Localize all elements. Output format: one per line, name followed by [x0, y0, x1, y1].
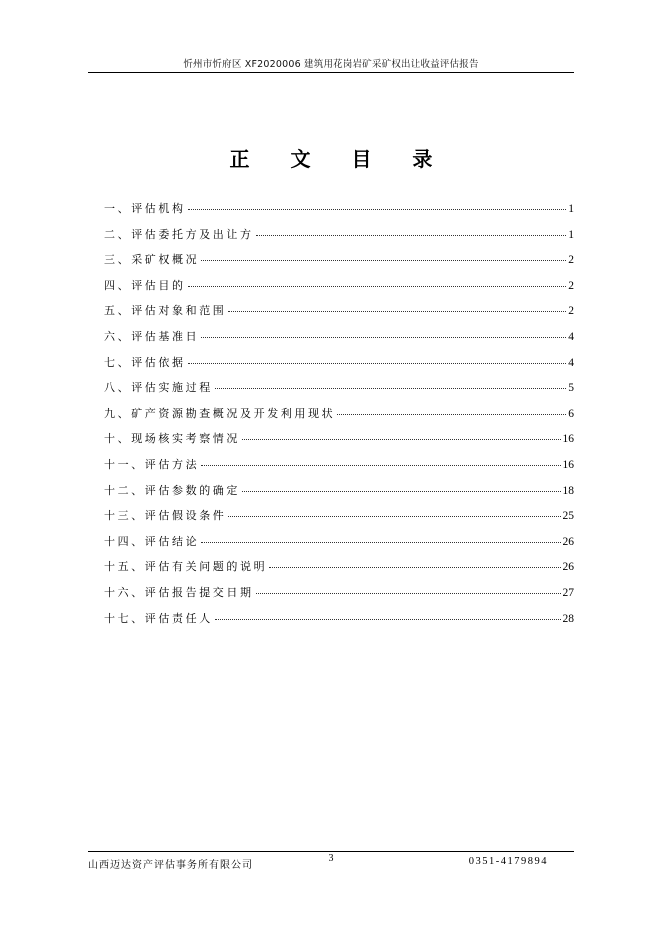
toc-entry[interactable]: [104, 610, 574, 636]
toc-entry[interactable]: [104, 507, 574, 533]
toc-entry[interactable]: [104, 558, 574, 584]
toc-entry-page: 2: [568, 279, 574, 292]
toc-entry-page: 5: [568, 382, 574, 395]
footer-page-number: 3: [328, 853, 334, 864]
toc-entry-page: 28: [562, 612, 574, 625]
toc-leader-dots: [337, 414, 566, 415]
toc-entry-label: 十一、评估方法: [104, 457, 200, 471]
toc-entry-page: 2: [568, 254, 574, 267]
toc-entry-label: 五、评估对象和范围: [104, 304, 227, 318]
page-title: 正 文 目 录: [229, 147, 450, 171]
toc-entry-label: 六、评估基准日: [104, 329, 200, 343]
toc-leader-dots: [228, 311, 566, 312]
toc-entry-label: 十七、评估责任人: [104, 611, 213, 625]
footer-company-name: 山西迈达资产评估事务所有限公司: [88, 860, 253, 871]
toc-entry-label: 十、现场核实考察情况: [104, 432, 240, 446]
toc-entry-page: 16: [562, 458, 574, 471]
toc-entry[interactable]: [104, 251, 574, 277]
toc-entry[interactable]: [104, 482, 574, 508]
toc-leader-dots: [228, 516, 560, 517]
toc-entry-label: 九、矿产资源勘查概况及开发利用现状: [104, 406, 336, 420]
toc-entry[interactable]: [104, 379, 574, 405]
toc-leader-dots: [269, 567, 560, 568]
report-header-title: 忻州市忻府区 XF2020006 建筑用花岗岩矿采矿权出让收益评估报告: [183, 59, 479, 70]
toc-entry-page: 6: [568, 407, 574, 420]
toc-leader-dots: [188, 363, 567, 364]
toc-entry-label: 一、评估机构: [104, 202, 186, 215]
toc-entry-label: 十五、评估有关问题的说明: [104, 560, 268, 574]
toc-entry[interactable]: [104, 200, 574, 226]
toc-entry-page: 26: [562, 535, 574, 548]
toc-leader-dots: [215, 388, 566, 389]
toc-entry-page: 4: [568, 330, 574, 343]
toc-entry-page: 1: [568, 228, 574, 241]
toc-entry[interactable]: [104, 430, 574, 456]
toc-leader-dots: [188, 286, 567, 287]
toc-leader-dots: [256, 593, 561, 594]
toc-entry-label: 十四、评估结论: [104, 534, 200, 548]
toc-entry[interactable]: [104, 328, 574, 354]
toc-entry-page: 18: [562, 484, 574, 497]
toc-leader-dots: [188, 209, 567, 210]
footer-phone-number: 0351-4179894: [468, 856, 548, 867]
toc-entry[interactable]: [104, 584, 574, 610]
toc-entry-page: 25: [562, 510, 574, 523]
toc-leader-dots: [242, 491, 561, 492]
toc-entry-label: 三、采矿权概况: [104, 253, 200, 267]
toc-entry-label: 七、评估依据: [104, 355, 186, 369]
toc-entry[interactable]: [104, 277, 574, 303]
toc-entry-page: 27: [562, 586, 574, 599]
toc-leader-dots: [242, 439, 561, 440]
toc-entry[interactable]: [104, 456, 574, 482]
toc-entry-page: 2: [568, 305, 574, 318]
toc-leader-dots: [201, 465, 560, 466]
footer-divider: [88, 851, 574, 852]
toc-entry-label: 四、评估目的: [104, 278, 186, 292]
toc-entry-label: 二、评估委托方及出让方: [104, 227, 254, 241]
toc-entry[interactable]: [104, 533, 574, 559]
toc-leader-dots: [256, 235, 567, 236]
toc-entry-page: 26: [562, 561, 574, 574]
toc-entry-label: 十六、评估报告提交日期: [104, 585, 254, 599]
toc-leader-dots: [201, 260, 566, 261]
toc-entry-page: 16: [562, 433, 574, 446]
toc-entry[interactable]: [104, 226, 574, 252]
toc-entry[interactable]: [104, 354, 574, 380]
toc-entry-label: 十二、评估参数的确定: [104, 483, 240, 497]
toc-leader-dots: [201, 542, 560, 543]
toc-entry-page: 4: [568, 356, 574, 369]
toc-entry[interactable]: [104, 405, 574, 431]
toc-entry[interactable]: [104, 302, 574, 328]
toc-entry-label: 八、评估实施过程: [104, 381, 213, 395]
toc-leader-dots: [215, 619, 561, 620]
table-of-contents: [104, 200, 574, 635]
toc-entry-label: 十三、评估假设条件: [104, 509, 227, 523]
header-divider: [88, 72, 574, 73]
toc-leader-dots: [201, 337, 566, 338]
toc-entry-page: 1: [568, 203, 574, 215]
